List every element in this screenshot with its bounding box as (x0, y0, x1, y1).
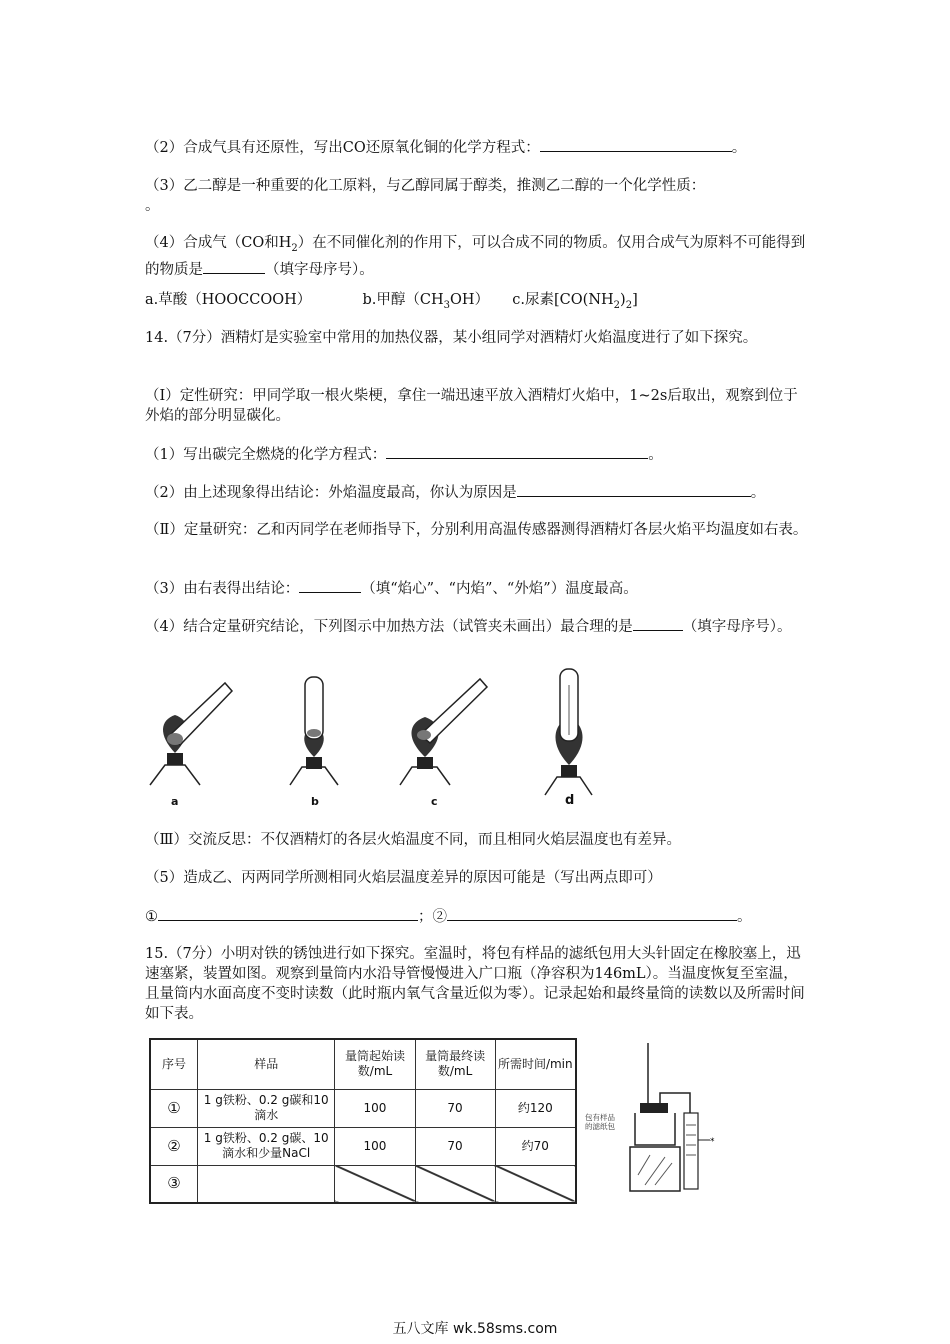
answer-blank[interactable] (203, 259, 265, 274)
q14-part3: （Ⅲ）交流反思：不仅酒精灯的各层火焰温度不同，而且相同火焰层温度也有差异。 (145, 832, 681, 848)
q14-q5-answers: ① ；② 。 (145, 906, 810, 927)
figure-c-lamp (400, 679, 487, 785)
apparatus-label: 包有样品的滤纸包 (585, 1113, 615, 1131)
q14-part2: （Ⅱ）定量研究：乙和丙同学在老师指导下，分别利用高温传感器测得酒精灯各层火焰平均温度如右表。 (145, 522, 808, 538)
option-b: b.甲醇$(CH_3OH)$ (362, 292, 490, 311)
q14-q2: （2）由上述现象得出结论：外焰温度最高，你认为原因是 。 (145, 482, 810, 503)
q14-q4: （4）结合定量研究结论，下列图示中加热方法（试管夹未画出）最合理的是 （填字母序号）。 (145, 616, 810, 637)
answer-blank[interactable] (517, 482, 751, 497)
table-row: ② 1 g铁粉、0.2 g碳、10滴水和少量NaCl 100 70 约70 (150, 1127, 576, 1165)
answer-blank[interactable] (633, 616, 683, 631)
iron-rusting-table (149, 1038, 577, 1204)
figure-a-lamp (150, 683, 232, 785)
figure-d-lamp (545, 669, 592, 795)
q13-part4: （4）合成气（CO和$H_2$）在不同催化剂的作用下，可以合成不同的物质。仅用合成气为原料不可能得到的物质是 （填字母序号）。 (145, 235, 806, 278)
q14-q3: （3）由右表得出结论： （填“焰心”、“内焰”、“外焰”）温度最高。 (145, 578, 810, 599)
q13-part3: （3）乙二醇是一种重要的化工原料，与乙醇同属于醇类，推测乙二醇的一个化学性质： 。 (145, 178, 706, 214)
q14-q1: （1）写出碳完全燃烧的化学方程式： 。 (145, 444, 810, 465)
q13-options (145, 290, 845, 316)
option-c: c.尿素$[CO(NH_2)_2]$ (512, 292, 638, 311)
answer-blank-1[interactable] (158, 906, 418, 921)
figure-label-d: d (565, 793, 575, 808)
option-a: a.草酸（HOOCCOOH） (145, 292, 312, 308)
q14-q5: （5）造成乙、丙两同学所测相同火焰层温度差异的原因可能是（写出两点即可） (145, 870, 662, 886)
page-footer: 五八文库 wk.58sms.com (392, 1321, 558, 1337)
answer-blank[interactable] (540, 137, 732, 152)
answer-blank[interactable] (299, 578, 361, 593)
q14-part1: （Ⅰ）定性研究：甲同学取一根火柴梗，拿住一端迅速平放入酒精灯火焰中，1~2s后取出，观察到位于外焰的部分明显碳化。 (145, 388, 798, 424)
svg-text:*: * (710, 1137, 715, 1147)
table-row: ③ (150, 1165, 576, 1203)
table-row: ① 1 g铁粉、0.2 g碳和10滴水 100 70 约120 (150, 1089, 576, 1127)
answer-blank-2[interactable] (447, 906, 737, 921)
q15-intro: 15.（7分）小明对铁的锈蚀进行如下探究。室温时，将包有样品的滤纸包用大头针固定在橡胶塞上，迅速塞紧，装置如图。观察到量筒内水沿导管慢慢进入广口瓶（净容积为146mL）。当温度恢复至室温，且量筒内水面高度不变时读数（此时瓶内氧气含量近似为零）。记录起始和最终量筒的读数以及所需时间如下表。 (145, 946, 805, 1022)
table-header-row: 序号 样品 量筒起始读数/mL 量筒最终读数/mL 所需时间/min (150, 1039, 576, 1089)
q14-intro: 14.（7分）酒精灯是实验室中常用的加热仪器，某小组同学对酒精灯火焰温度进行了如下探究。 (145, 330, 758, 346)
figure-b-lamp (290, 677, 338, 785)
answer-blank[interactable] (386, 444, 648, 459)
figure-label-b: b (311, 795, 319, 808)
figure-label-a: a (171, 795, 179, 808)
figure-label-c: c (431, 795, 438, 808)
heating-methods-figure (140, 665, 620, 815)
q13-part2: （2）合成气具有还原性，写出CO还原氧化铜的化学方程式： 。 (145, 137, 810, 158)
